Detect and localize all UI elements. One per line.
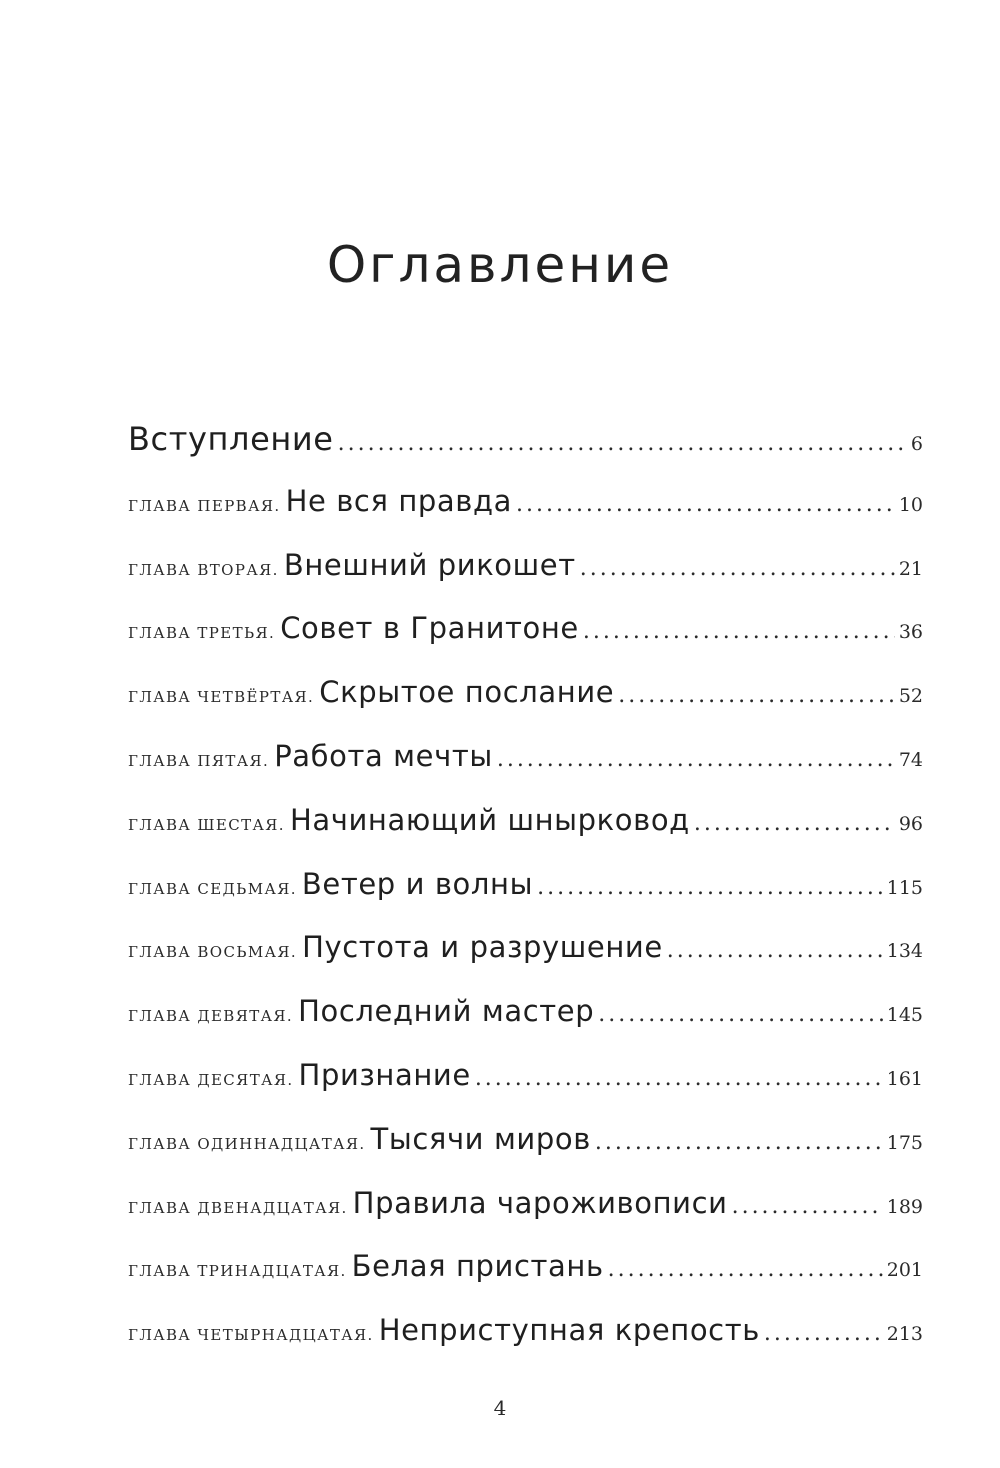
toc-entry-chapter-13[interactable]: [128, 1249, 923, 1313]
toc-entry-chapter-11[interactable]: [128, 1122, 923, 1186]
toc-entry-title: Начинающий шнырковод: [289, 802, 690, 837]
toc-entry-title: Внешний рикошет: [283, 547, 576, 582]
toc-entry-chapter-label: ГЛАВА ДЕВЯТАЯ.: [128, 1007, 294, 1026]
dot-leader: [338, 431, 907, 456]
toc-entry-title: Совет в Гранитоне: [280, 611, 579, 646]
toc-entry-chapter-5[interactable]: [128, 739, 923, 803]
toc-entry-page-number: 10: [898, 493, 923, 516]
toc-entry-page-number: 145: [886, 1004, 923, 1027]
dot-leader: [667, 938, 883, 963]
toc-entry-page-number: 189: [886, 1195, 923, 1218]
toc-entry-page-number: 213: [886, 1323, 923, 1346]
toc-entry-intro[interactable]: [128, 420, 923, 484]
dot-leader: [583, 619, 895, 644]
toc-entry-title: Вступление: [128, 420, 334, 458]
toc-entry-page-number: 21: [898, 557, 923, 580]
toc-entry-title: Скрытое послание: [319, 675, 615, 710]
dot-leader: [516, 492, 895, 517]
toc-entry-chapter-14[interactable]: [128, 1313, 923, 1377]
toc-entry-page-number: 74: [898, 748, 923, 771]
toc-entry-chapter-2[interactable]: [128, 548, 923, 612]
toc-entry-page-number: 6: [910, 433, 923, 455]
toc-entry-chapter-label: ГЛАВА ВОСЬМАЯ.: [128, 943, 298, 962]
toc-entry-chapter-8[interactable]: [128, 930, 923, 994]
toc-entry-chapter-label: ГЛАВА ПЕРВАЯ.: [128, 496, 281, 515]
dot-leader: [732, 1194, 883, 1219]
toc-entry-page-number: 115: [886, 876, 923, 899]
toc-entry-chapter-10[interactable]: [128, 1058, 923, 1122]
toc-entry-chapter-12[interactable]: [128, 1186, 923, 1250]
page-title: Оглавление: [326, 236, 674, 294]
toc-entry-title: Не вся правда: [285, 483, 512, 518]
toc-entry-title: Последний мастер: [298, 994, 595, 1029]
dot-leader: [598, 1002, 883, 1027]
dot-leader: [580, 556, 895, 581]
toc-entry-chapter-label: ГЛАВА ПЯТАЯ.: [128, 751, 270, 770]
toc-entry-chapter-7[interactable]: [128, 867, 923, 931]
toc-entry-chapter-1[interactable]: [128, 484, 923, 548]
toc-entry-chapter-label: ГЛАВА ДЕСЯТАЯ.: [128, 1070, 294, 1089]
dot-leader: [537, 875, 883, 900]
page-number: 4: [493, 1396, 507, 1420]
toc-entry-chapter-label: ГЛАВА ДВЕНАДЦАТАЯ.: [128, 1198, 348, 1217]
dot-leader: [764, 1321, 883, 1346]
toc-entry-title: Признание: [298, 1057, 471, 1092]
toc-entry-chapter-label: ГЛАВА ШЕСТАЯ.: [128, 815, 285, 834]
toc-entry-title: Тысячи миров: [370, 1121, 591, 1156]
toc-entry-page-number: 134: [886, 940, 923, 963]
toc-entry-page-number: 175: [886, 1131, 923, 1154]
toc-entry-title: Белая пристань: [351, 1249, 604, 1284]
toc-entry-page-number: 96: [898, 812, 923, 835]
table-of-contents: [128, 420, 923, 1377]
toc-entry-chapter-label: ГЛАВА ОДИННАДЦАТАЯ.: [128, 1134, 366, 1153]
toc-entry-title: Неприступная крепость: [378, 1313, 760, 1348]
dot-leader: [608, 1257, 883, 1282]
toc-entry-title: Пустота и разрушение: [302, 930, 663, 965]
toc-entry-title: Правила чароживописи: [352, 1185, 728, 1220]
toc-entry-page-number: 201: [886, 1259, 923, 1282]
toc-entry-chapter-label: ГЛАВА ТРИНАДЦАТАЯ.: [128, 1262, 347, 1281]
dot-leader: [618, 683, 895, 708]
toc-entry-chapter-label: ГЛАВА ЧЕТВЁРТАЯ.: [128, 688, 315, 707]
dot-leader: [475, 1066, 883, 1091]
toc-entry-chapter-3[interactable]: [128, 611, 923, 675]
toc-entry-title: Ветер и волны: [301, 866, 534, 901]
toc-entry-title: Работа мечты: [274, 738, 493, 773]
toc-entry-page-number: 36: [898, 621, 923, 644]
toc-entry-page-number: 52: [898, 685, 923, 708]
toc-entry-chapter-4[interactable]: [128, 675, 923, 739]
toc-entry-chapter-9[interactable]: [128, 994, 923, 1058]
toc-entry-chapter-label: ГЛАВА СЕДЬМАЯ.: [128, 879, 297, 898]
dot-leader: [694, 811, 895, 836]
toc-entry-page-number: 161: [886, 1067, 923, 1090]
toc-entry-chapter-label: ГЛАВА ТРЕТЬЯ.: [128, 624, 276, 643]
toc-entry-chapter-6[interactable]: [128, 803, 923, 867]
dot-leader: [595, 1130, 883, 1155]
dot-leader: [497, 747, 895, 772]
toc-entry-chapter-label: ГЛАВА ЧЕТЫРНАДЦАТАЯ.: [128, 1326, 374, 1345]
toc-entry-chapter-label: ГЛАВА ВТОРАЯ.: [128, 560, 279, 579]
